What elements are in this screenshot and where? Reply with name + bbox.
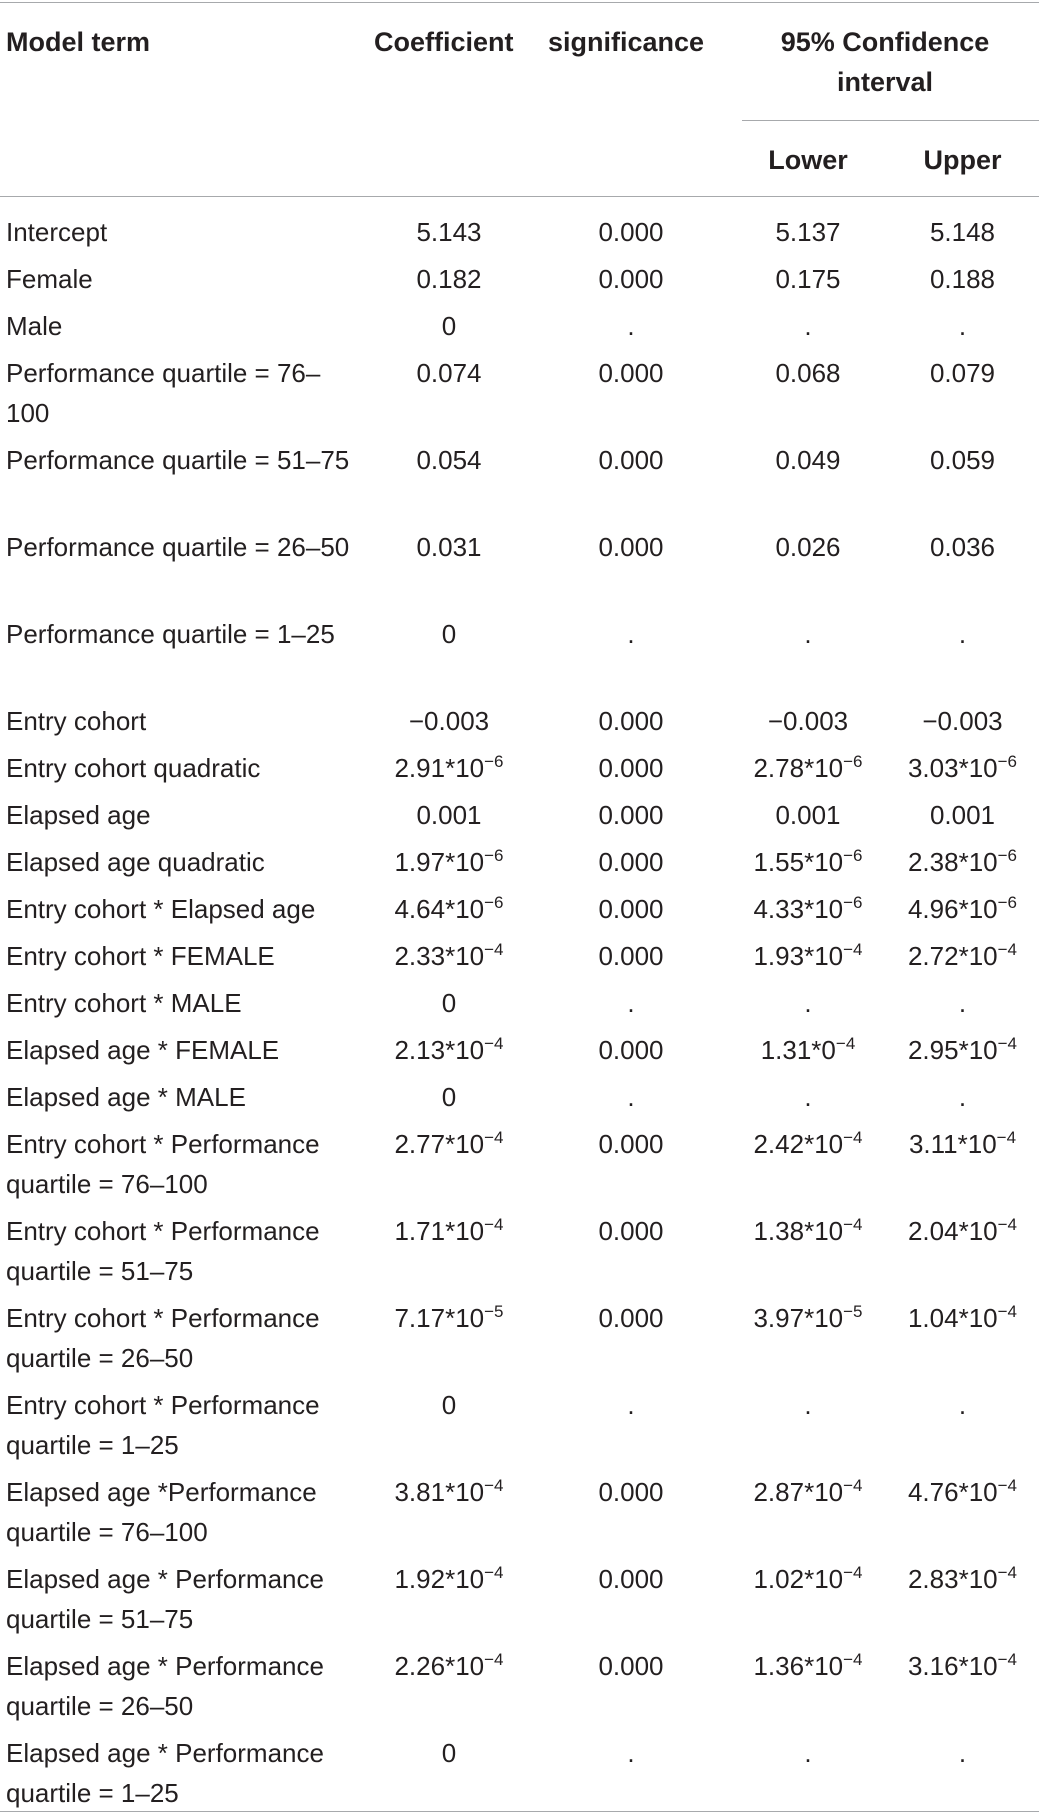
row-significance: 0.000 xyxy=(598,264,664,294)
header-bottom-rule xyxy=(0,196,1039,197)
row-coefficient: $7.17*10^{-5}$ xyxy=(394,1302,504,1333)
row-ci-upper: 5.148 xyxy=(929,217,996,247)
row-coefficient: 0.182 xyxy=(416,264,482,294)
row-coefficient: 0.074 xyxy=(416,358,482,388)
row-ci-lower: $1.55*10^{-6}$ xyxy=(753,846,863,877)
row-significance: 0.000 xyxy=(598,847,664,877)
row-coefficient: $2.26*10^{-4}$ xyxy=(394,1650,504,1681)
row-coefficient: $2.13*10^{-4}$ xyxy=(394,1034,504,1065)
row-ci-upper: $2.04*10^{-4}$ xyxy=(907,1215,1018,1246)
row-ci-lower: . xyxy=(804,619,812,649)
row-significance: 0.000 xyxy=(598,1129,664,1159)
row-ci-upper: $4.96*10^{-6}$ xyxy=(907,893,1018,924)
row-ci-upper: $1.04*10^{-4}$ xyxy=(907,1302,1018,1333)
row-ci-upper: 0.188 xyxy=(929,264,996,294)
header-significance: significance xyxy=(548,27,705,57)
row-term: Performance quartile = 1–25 xyxy=(6,619,335,649)
row-significance: 0.000 xyxy=(598,1477,664,1507)
row-coefficient: $3.81*10^{-4}$ xyxy=(394,1476,504,1507)
row-term: Entry cohort * Performance quartile = 26–50 xyxy=(6,1303,320,1373)
row-ci-lower: . xyxy=(804,311,812,341)
row-ci-lower: $3.97*10^{-5}$ xyxy=(753,1302,863,1333)
row-coefficient: 0.001 xyxy=(416,800,482,830)
row-significance: . xyxy=(627,1390,635,1420)
row-term: Elapsed age xyxy=(6,800,151,830)
row-term: Entry cohort * Performance quartile = 76–100 xyxy=(6,1129,320,1199)
row-term: Elapsed age * Performance quartile = 51–75 xyxy=(6,1564,324,1634)
row-ci-upper: 0.059 xyxy=(929,445,996,475)
header-lower: Lower xyxy=(768,145,848,175)
row-coefficient: $2.91*10^{-6}$ xyxy=(394,752,504,783)
row-significance: . xyxy=(627,1738,635,1768)
row-ci-upper: $3.11*10^{-4}$ xyxy=(908,1128,1017,1159)
row-term: Elapsed age * MALE xyxy=(6,1082,246,1112)
row-significance: . xyxy=(627,988,635,1018)
header-model-term: Model term xyxy=(6,27,151,57)
row-coefficient: 0.054 xyxy=(416,445,482,475)
row-coefficient: 0 xyxy=(441,1738,457,1768)
row-ci-lower: $1.31*0^{-4}$ xyxy=(760,1034,856,1065)
row-significance: 0.000 xyxy=(598,1564,664,1594)
row-significance: 0.000 xyxy=(598,894,664,924)
row-ci-upper: $3.16*10^{-4}$ xyxy=(907,1650,1018,1681)
row-coefficient: 0 xyxy=(441,988,457,1018)
row-term: Entry cohort xyxy=(6,706,147,736)
row-coefficient: $2.77*10^{-4}$ xyxy=(394,1128,504,1159)
row-ci-upper: 0.036 xyxy=(929,532,996,562)
row-significance: 0.000 xyxy=(598,1651,664,1681)
row-ci-upper: 0.079 xyxy=(929,358,996,388)
row-coefficient: 5.143 xyxy=(416,217,482,247)
row-significance: 0.000 xyxy=(598,1303,664,1333)
row-ci-upper: . xyxy=(958,1082,967,1112)
row-significance: 0.000 xyxy=(598,800,664,830)
row-term: Performance quartile = 51–75 xyxy=(6,445,350,475)
row-significance: 0.000 xyxy=(598,532,664,562)
row-coefficient: $1.97*10^{-6}$ xyxy=(394,846,504,877)
header-confidence-interval: 95% Confidence interval xyxy=(780,27,990,97)
ci-group-rule xyxy=(742,120,1039,121)
row-term: Performance quartile = 26–50 xyxy=(6,532,350,562)
row-ci-lower: . xyxy=(804,988,812,1018)
row-ci-upper: $2.83*10^{-4}$ xyxy=(907,1563,1018,1594)
row-ci-lower: $1.02*10^{-4}$ xyxy=(753,1563,863,1594)
row-significance: 0.000 xyxy=(598,445,664,475)
table-bottom-rule xyxy=(0,1811,1039,1812)
row-significance: 0.000 xyxy=(598,706,664,736)
row-coefficient: 0 xyxy=(441,619,457,649)
row-ci-lower: 0.175 xyxy=(775,264,841,294)
row-significance: . xyxy=(627,1082,635,1112)
row-ci-upper: . xyxy=(958,988,967,1018)
row-term: Entry cohort quadratic xyxy=(6,753,261,783)
row-term: Elapsed age * Performance quartile = 1–25 xyxy=(6,1738,324,1808)
row-term: Elapsed age quadratic xyxy=(6,847,265,877)
row-coefficient: 0 xyxy=(441,1390,457,1420)
row-significance: 0.000 xyxy=(598,217,664,247)
row-ci-upper: . xyxy=(958,1738,967,1768)
row-coefficient: 0 xyxy=(441,1082,457,1112)
row-term: Entry cohort * FEMALE xyxy=(6,941,275,971)
row-term: Intercept xyxy=(6,217,108,247)
row-ci-lower: 5.137 xyxy=(775,217,841,247)
row-ci-lower: −0.003 xyxy=(767,706,849,736)
row-ci-lower: $1.36*10^{-4}$ xyxy=(753,1650,863,1681)
row-coefficient: 0.031 xyxy=(416,532,482,562)
table-top-rule xyxy=(0,2,1039,3)
row-term: Entry cohort * Performance quartile = 1–25 xyxy=(6,1390,320,1460)
row-coefficient: −0.003 xyxy=(408,706,490,736)
row-term: Female xyxy=(6,264,93,294)
row-ci-lower: 0.001 xyxy=(775,800,841,830)
row-ci-lower: $2.87*10^{-4}$ xyxy=(753,1476,863,1507)
row-ci-upper: $4.76*10^{-4}$ xyxy=(907,1476,1018,1507)
row-ci-upper: −0.003 xyxy=(922,706,1003,736)
row-ci-upper: $2.38*10^{-6}$ xyxy=(907,846,1018,877)
row-term: Entry cohort * Performance quartile = 51–75 xyxy=(6,1216,320,1286)
row-coefficient: $4.64*10^{-6}$ xyxy=(394,893,504,924)
row-term: Elapsed age * Performance quartile = 26–50 xyxy=(6,1651,324,1721)
header-coefficient: Coefficient xyxy=(374,27,514,57)
row-ci-lower: $2.42*10^{-4}$ xyxy=(753,1128,863,1159)
row-ci-lower: . xyxy=(804,1738,812,1768)
row-ci-lower: 0.026 xyxy=(775,532,841,562)
header-upper: Upper xyxy=(923,145,1002,175)
row-ci-lower: . xyxy=(804,1082,812,1112)
row-ci-lower: $1.38*10^{-4}$ xyxy=(753,1215,863,1246)
row-ci-lower: $1.93*10^{-4}$ xyxy=(753,940,863,971)
row-ci-upper: . xyxy=(958,1390,967,1420)
row-term: Performance quartile = 76–100 xyxy=(6,358,321,428)
row-ci-upper: $2.72*10^{-4}$ xyxy=(907,940,1018,971)
row-ci-lower: 0.049 xyxy=(775,445,841,475)
row-significance: 0.000 xyxy=(598,1035,664,1065)
row-ci-upper: . xyxy=(958,619,967,649)
row-coefficient: 0 xyxy=(441,311,457,341)
row-ci-upper: . xyxy=(958,311,967,341)
row-ci-upper: $3.03*10^{-6}$ xyxy=(907,752,1018,783)
row-term: Male xyxy=(6,311,63,341)
row-significance: . xyxy=(627,311,635,341)
row-coefficient: $2.33*10^{-4}$ xyxy=(394,940,504,971)
row-significance: . xyxy=(627,619,635,649)
row-ci-lower: . xyxy=(804,1390,812,1420)
row-term: Elapsed age * FEMALE xyxy=(6,1035,280,1065)
row-ci-lower: 0.068 xyxy=(775,358,841,388)
row-term: Entry cohort * MALE xyxy=(6,988,242,1018)
row-ci-lower: $4.33*10^{-6}$ xyxy=(753,893,863,924)
row-coefficient: $1.71*10^{-4}$ xyxy=(394,1215,504,1246)
row-ci-upper: 0.001 xyxy=(929,800,996,830)
row-term: Entry cohort * Elapsed age xyxy=(6,894,316,924)
row-term: Elapsed age *Performance quartile = 76–100 xyxy=(6,1477,317,1547)
row-coefficient: $1.92*10^{-4}$ xyxy=(394,1563,504,1594)
row-significance: 0.000 xyxy=(598,1216,664,1246)
row-significance: 0.000 xyxy=(598,753,664,783)
row-significance: 0.000 xyxy=(598,358,664,388)
row-ci-upper: $2.95*10^{-4}$ xyxy=(907,1034,1018,1065)
row-ci-lower: $2.78*10^{-6}$ xyxy=(753,752,863,783)
row-significance: 0.000 xyxy=(598,941,664,971)
